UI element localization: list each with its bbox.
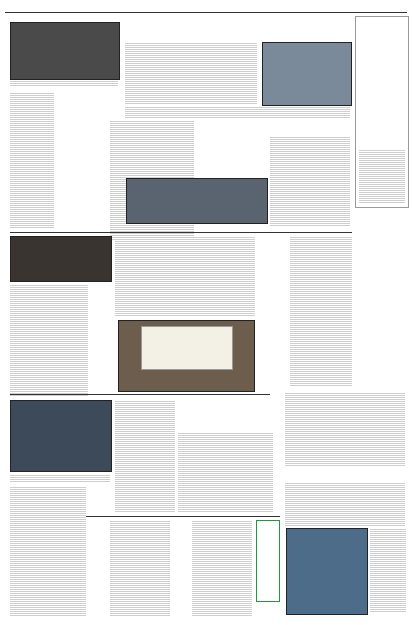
port-side-text [370,528,406,613]
group-photo [10,22,120,80]
protest-photo [118,320,255,392]
culture-body [10,486,86,616]
transport-works-body [115,400,175,512]
exhibition-photo [10,400,112,472]
green-box-text [257,521,265,525]
port-bureau-body [285,482,405,526]
tourism-photo [10,236,112,282]
green-box [256,520,280,602]
tourism-body [10,284,88,396]
stone-body-2 [192,520,252,616]
protest-sign [141,326,233,370]
masthead-info-text [359,149,405,203]
section-rule-1 [10,232,352,233]
section-rule-2 [10,394,270,395]
hao-body [285,392,405,466]
transport-works-body-2 [178,432,273,512]
exhibition-caption [10,474,110,482]
expo-photo [126,178,268,224]
masthead-box [355,16,409,208]
header-rule [5,12,407,13]
hao-spacer [352,214,356,215]
stone-body [110,520,170,616]
official-photo [262,42,352,106]
photo-caption [10,80,118,86]
transport-article-body [10,92,54,228]
middle-col-body [115,236,255,316]
port-photo [286,528,368,615]
top-article-body [125,42,257,104]
entrepreneurs-body [270,136,350,226]
top-article-body-2 [125,106,350,118]
wucheng-body [290,236,352,386]
